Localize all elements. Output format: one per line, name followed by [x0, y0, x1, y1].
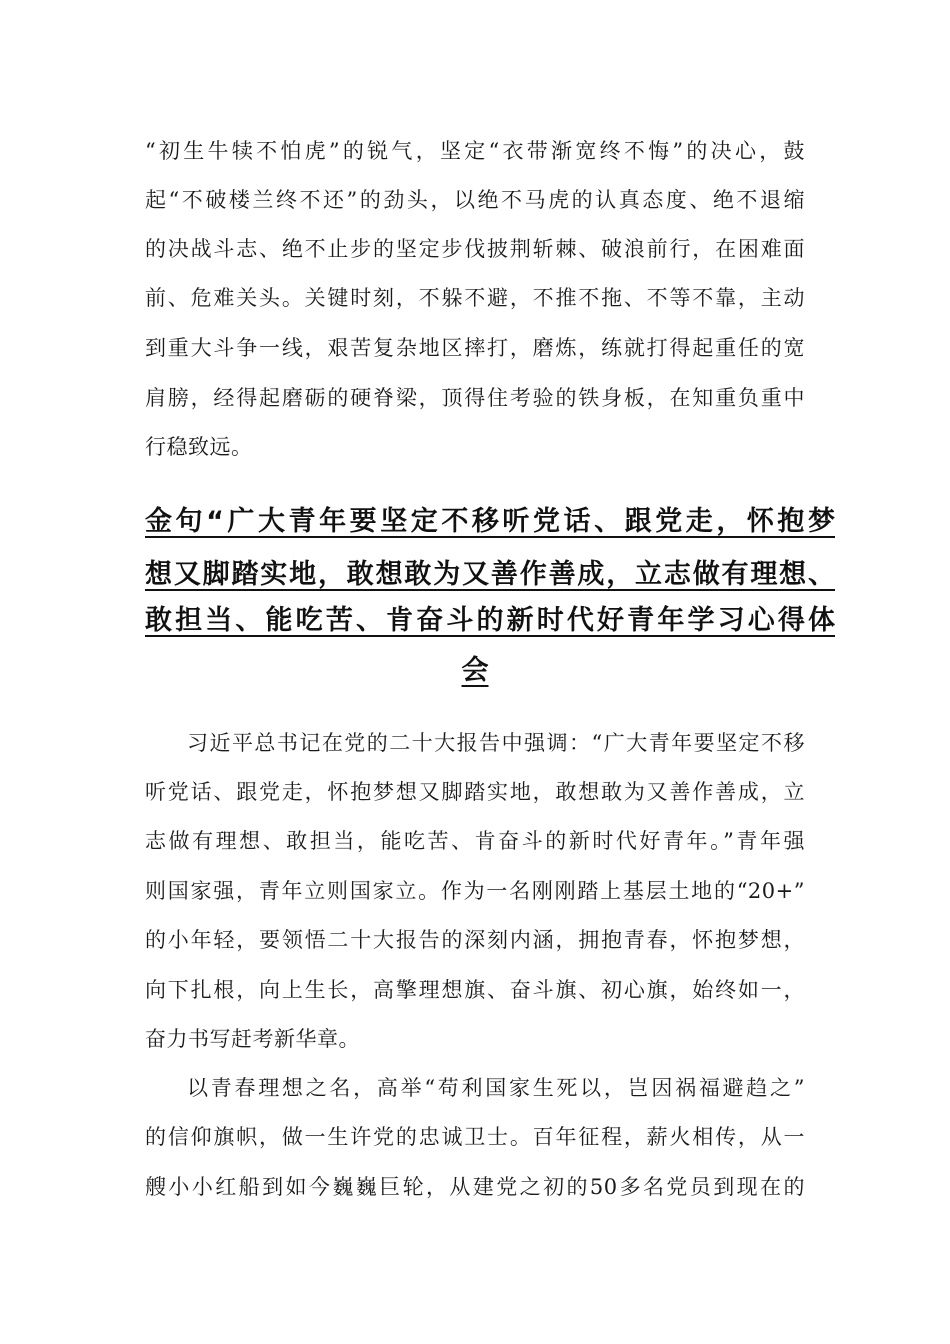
section-heading-line: 敢担当、能吃苦、肯奋斗的新时代好青年学习心得体	[145, 605, 835, 636]
section-heading-line: 想又脚踏实地，敢想敢为又善作善成，立志做有理想、	[145, 559, 835, 590]
body-text-line: 到重大斗争一线，艰苦复杂地区摔打，磨炼，练就打得起重任的宽	[145, 336, 805, 360]
body-text-line: 起“不破楼兰终不还”的劲头，以绝不马虎的认真态度、绝不退缩	[145, 188, 805, 212]
body-text-line: 奋力书写赶考新华章。	[145, 1027, 360, 1051]
body-text-line: 肩膀，经得起磨砺的硬脊梁，顶得住考验的铁身板，在知重负重中	[145, 386, 805, 410]
body-text-line: 向下扎根，向上生长，高擎理想旗、奋斗旗、初心旗，始终如一，	[145, 978, 805, 1002]
body-text-line: 习近平总书记在党的二十大报告中强调：“广大青年要坚定不移	[187, 731, 805, 755]
body-text-line: 志做有理想、敢担当，能吃苦、肯奋斗的新时代好青年。”青年强	[145, 829, 805, 853]
body-text-line: 的决战斗志、绝不止步的坚定步伐披荆斩棘、破浪前行，在困难面	[145, 237, 805, 261]
body-text-line: 前、危难关头。关键时刻，不躲不避，不推不拖、不等不靠，主动	[145, 286, 805, 310]
body-text-line: 行稳致远。	[145, 435, 253, 459]
body-text-line: 则国家强，青年立则国家立。作为一名刚刚踏上基层土地的“20+”	[145, 879, 805, 903]
body-text-line: “初生牛犊不怕虎”的锐气，坚定“衣带渐宽终不悔”的决心，鼓	[145, 139, 805, 163]
body-text-line: 以青春理想之名，高举“苟利国家生死以，岂因祸福避趋之”	[187, 1076, 805, 1100]
body-text-line: 艘小小红船到如今巍巍巨轮，从建党之初的50多名党员到现在的	[145, 1175, 805, 1199]
body-text-line: 的信仰旗帜，做一生许党的忠诚卫士。百年征程，薪火相传，从一	[145, 1125, 805, 1149]
body-text-line: 听党话、跟党走，怀抱梦想又脚踏实地，敢想敢为又善作善成，立	[145, 780, 805, 804]
section-heading-line: 金句“广大青年要坚定不移听党话、跟党走，怀抱梦	[145, 506, 835, 537]
body-text-line: 的小年轻，要领悟二十大报告的深刻内涵，拥抱青春，怀抱梦想，	[145, 928, 805, 952]
section-heading-line: 会	[461, 655, 489, 686]
